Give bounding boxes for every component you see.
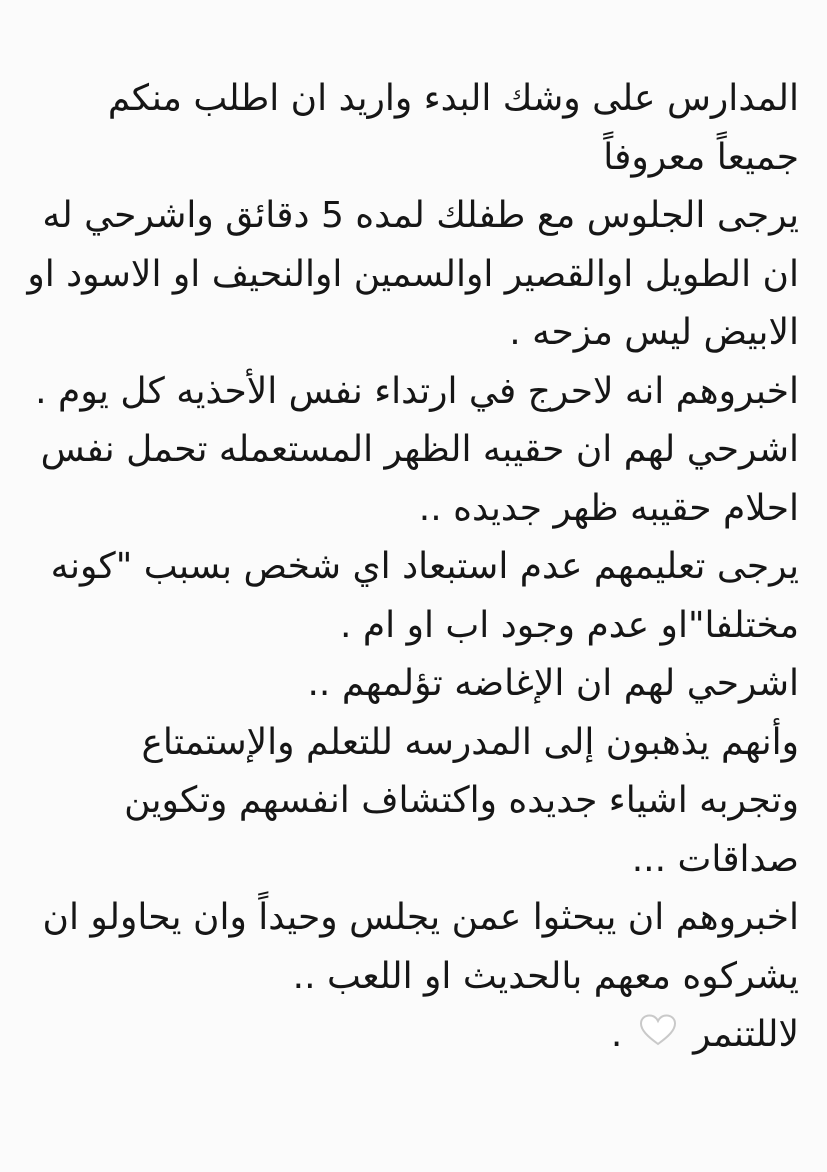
text-line-10: مختلفا"او عدم وجود اب او ام . (339, 604, 799, 646)
text-line-2: جميعاً معروفاً (603, 136, 799, 178)
closing-period: . (610, 1014, 623, 1055)
text-line-14: صداقات ... (631, 838, 799, 880)
text-line-15: اخبروهم ان يبحثوا عمن يجلس وحيداً وان يحاولو ان (42, 897, 799, 938)
text-line-8: احلام حقيبه ظهر جديده .. (418, 487, 799, 529)
text-line-6: اخبروهم انه لاحرج في ارتداء نفس الأحذيه كل يوم . (35, 370, 799, 412)
text-line-9: يرجى تعليمهم عدم استبعاد اي شخص بسبب "كونه (50, 546, 799, 587)
text-line-1: المدارس على وشك البدء واريد ان اطلب منكم (107, 78, 799, 119)
text-line-13: وتجربه اشياء جديده واكتشاف انفسهم وتكوين (124, 780, 799, 821)
closing-word: لاللتنمر (693, 1014, 799, 1055)
text-line-17 (30, 1006, 799, 1065)
text-line-4: ان الطويل اوالقصير اوالسمين اوالنحيف او الاسود او (27, 253, 799, 295)
text-line-11: اشرحي لهم ان الإغاضه تؤلمهم .. (307, 663, 799, 704)
message-text (27, 70, 799, 1065)
text-line-7: اشرحي لهم ان حقيبه الظهر المستعمله تحمل نفس (40, 429, 799, 470)
white-heart-icon (638, 1007, 678, 1066)
text-line-5: الابيض ليس مزحه . (509, 312, 799, 353)
text-line-16: يشركوه معهم بالحديث او اللعب .. (292, 955, 799, 997)
text-line-3: يرجى الجلوس مع طفلك لمده 5 دقائق واشرحي له (42, 195, 799, 236)
text-line-12: وأنهم يذهبون إلى المدرسه للتعلم والإستمتاع (141, 721, 799, 763)
